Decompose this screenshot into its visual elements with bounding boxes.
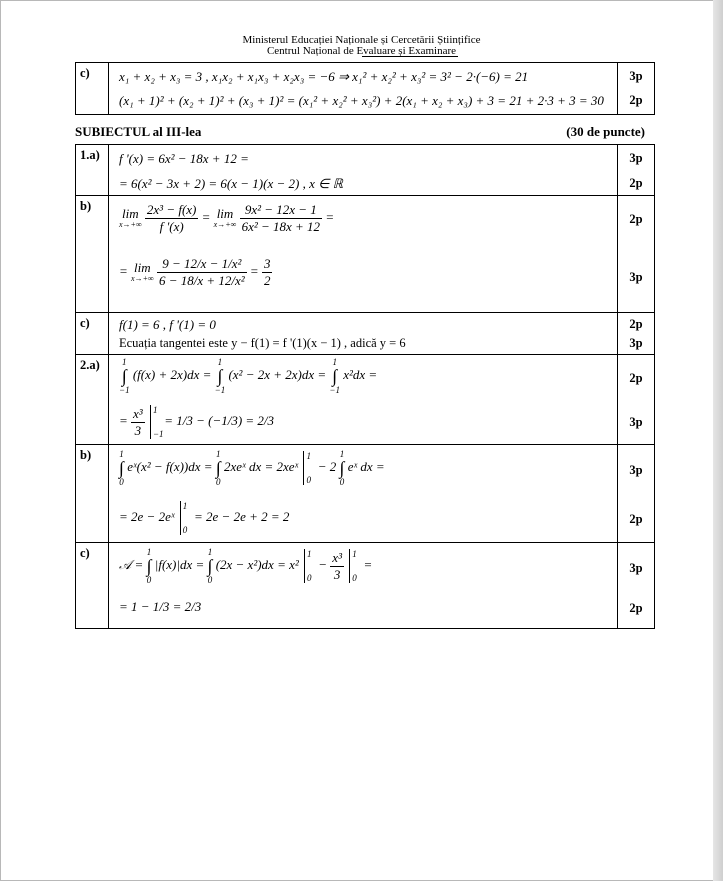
section-points: (30 de puncte) xyxy=(566,124,645,139)
fraction: $\frac{\text{x³}}{3}$ xyxy=(133,405,143,438)
points: 2p xyxy=(629,371,643,385)
points: 3p xyxy=(629,270,643,284)
evaluation-bar: 1 0 xyxy=(303,451,312,485)
row-body-1c xyxy=(109,313,618,355)
header-center: Centrul Național de Evaluare și Examinare xyxy=(266,45,457,57)
integral-line-2: = $\frac{\text{x³}}{3}$ 1 −1 = 1/3 − (−1/3) = 2/3 xyxy=(119,405,275,439)
row-body-2b xyxy=(109,445,618,543)
points-cell xyxy=(618,63,655,115)
row-label: c) xyxy=(76,313,109,355)
points: 3p xyxy=(629,336,643,350)
limit-line-2: = lim x→+∞ $\frac{\text{9 − 12/x − 1/x²}}{\text{6 − 18/x + 12/x²}}$ = $\frac{3}{2}$ xyxy=(119,256,271,288)
points-cell xyxy=(618,355,655,445)
points: 3p xyxy=(629,415,643,429)
row-label: c) xyxy=(76,543,109,629)
integral-sign: 1 ∫ 0 xyxy=(215,449,221,487)
table-previous-subject xyxy=(75,62,655,115)
tangent-line: Ecuația tangentei este y − f(1) = f '(1)(x − 1) , adică y = 6 xyxy=(119,336,406,350)
section-title xyxy=(75,124,655,140)
points: 2p xyxy=(629,512,643,526)
integral-line-2: = 2e − 2eˣ 1 0 = 2e − 2e + 2 = 2 xyxy=(119,501,290,535)
points: 2p xyxy=(629,176,643,190)
points: 2p xyxy=(629,601,643,615)
row-label: c) xyxy=(76,63,109,115)
formula-line: = 6(x² − 3x + 2) = 6(x − 1)(x − 2) , x ∈ ℝ xyxy=(119,176,343,191)
fraction: $\frac{\text{9 − 12/x − 1/x²}}{\text{6 − 18/x + 12/x²}}$ xyxy=(158,256,245,288)
points: 3p xyxy=(629,69,643,83)
scrollbar-shadow xyxy=(713,0,723,881)
evaluation-bar: 1 0 xyxy=(180,501,189,535)
points: 3p xyxy=(629,561,643,575)
integral-sign: 1 ∫ −1 xyxy=(119,357,130,395)
evaluation-bar: 1 0 xyxy=(349,549,358,583)
evaluation-bar: 1 −1 xyxy=(150,405,159,439)
points: 2p xyxy=(629,212,643,226)
row-label: b) xyxy=(76,445,109,543)
limit-line-1: lim x→+∞ $\frac{\text{2x³ − f(x)}}{f '(x)}$ = lim x→+∞ $\frac{\text{9x² − 12x − 1}}{\text{6x² − 18x + 12}}$ = xyxy=(119,202,335,234)
limit-operator: lim x→+∞ xyxy=(213,205,237,229)
points-cell xyxy=(618,313,655,355)
row-body-c-prev xyxy=(109,63,618,115)
integral-sign: 1 ∫ −1 xyxy=(329,357,340,395)
points: 2p xyxy=(629,93,643,107)
formula-line: x₁ + x₂ + x₃ = 3 , x₁x₂ + x₁x₃ + x₂x₃ = −6 ⇒ x₁² + x₂² + x₃² = 3² − 2·(−6) = 21 xyxy=(119,69,529,84)
fraction: $\frac{\text{2x³ − f(x)}}{f '(x)}$ xyxy=(146,202,197,234)
integral-sign: 1 ∫ −1 xyxy=(214,357,226,395)
row-label: b) xyxy=(76,196,109,313)
points-cell xyxy=(618,543,655,629)
fraction: $\frac{\text{9x² − 12x − 1}}{\text{6x² − 18x + 12}}$ xyxy=(241,202,321,234)
integral-line-1: 1 ∫ −1 (f(x) + 2x)dx = 1 ∫ −1 (x² − 2x + 2x)dx = 1 ∫ −1 x²dx = xyxy=(119,357,378,395)
row-body-1b xyxy=(109,196,618,313)
section-heading: SUBIECTUL al III-lea xyxy=(75,124,202,139)
header-ministry: Ministerul Educației Naționale și Cercetării Științifice xyxy=(242,34,481,46)
integral-sign: 1 ∫ 0 xyxy=(119,449,124,487)
points: 3p xyxy=(629,151,643,165)
points-cell xyxy=(618,196,655,313)
header-underline xyxy=(362,56,458,57)
fraction: $\frac{\text{x³}}{3}$ xyxy=(332,549,342,582)
integral-sign: 1 ∫ 0 xyxy=(146,547,152,585)
row-label: 1.a) xyxy=(76,145,109,196)
row-body-2a xyxy=(109,355,618,445)
integral-sign: 1 ∫ 0 xyxy=(339,449,345,487)
integral-sign: 1 ∫ 0 xyxy=(207,547,213,585)
area-line-1: 𝒜 = 1 ∫ 0 |f(x)|dx = 1 ∫ 0 (2x − x²)dx = x² 1 0 − $\frac{\text{x³}}{3}$ 1 0 = xyxy=(119,547,373,585)
row-body-1a xyxy=(109,145,618,196)
formula-line: f(1) = 6 , f '(1) = 0 xyxy=(119,317,216,332)
row-body-2c xyxy=(109,543,618,629)
integral-line-1: 1 ∫ 0 eˣ(x² − f(x))dx = 1 ∫ 0 2xeˣ dx = 2xeˣ 1 0 − 2 1 ∫ 0 eˣ dx = xyxy=(119,449,385,487)
points-cell xyxy=(618,445,655,543)
fraction-result: $\frac{3}{2}$ xyxy=(263,256,271,288)
points-cell xyxy=(618,145,655,196)
area-line-2: = 1 − 1/3 = 2/3 xyxy=(119,599,202,614)
table-subject-three xyxy=(75,144,655,629)
formula-line: f '(x) = 6x² − 18x + 12 = xyxy=(119,151,249,166)
formula-line: (x₁ + 1)² + (x₂ + 1)² + (x₃ + 1)² = (x₁² + x₂² + x₃²) + 2(x₁ + x₂ + x₃) + 3 = 21 + 2·3 + 3 = 30 xyxy=(119,93,604,108)
limit-operator: lim x→+∞ xyxy=(131,259,154,283)
row-label: 2.a) xyxy=(76,355,109,445)
points: 2p xyxy=(629,317,643,331)
evaluation-bar: 1 0 xyxy=(304,549,313,583)
points: 3p xyxy=(629,463,643,477)
limit-operator: lim x→+∞ xyxy=(119,205,142,229)
